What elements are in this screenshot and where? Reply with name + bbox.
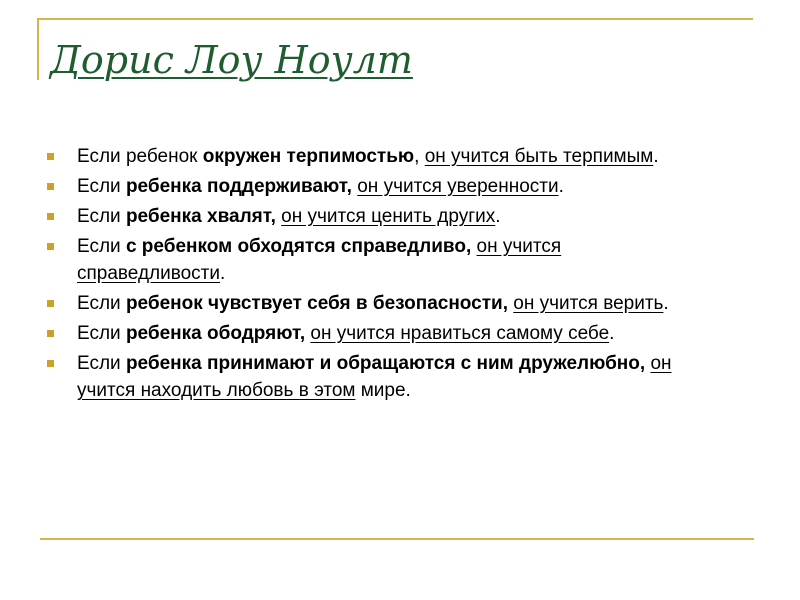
list-item [45, 173, 695, 200]
item-condition: ребенка хвалят, [125, 206, 276, 227]
left-divider-line [37, 18, 39, 80]
list-item [45, 203, 695, 230]
item-result: он учится уверенности [357, 176, 559, 197]
item-prefix: Если ребенок [77, 146, 203, 167]
item-result: он учится верить [513, 293, 664, 314]
item-suffix: . [663, 293, 669, 314]
item-suffix: . [495, 206, 501, 227]
square-bullet-icon [47, 330, 54, 337]
item-result: он учится находить любовь в этом [77, 353, 672, 401]
item-prefix: Если [77, 353, 126, 374]
item-suffix: . [558, 176, 564, 197]
list-item [45, 233, 695, 287]
top-divider-line [37, 18, 753, 20]
item-result: он учится справедливости [77, 236, 562, 284]
item-prefix: Если [77, 236, 126, 257]
bullet-list [45, 143, 695, 407]
list-item [45, 350, 695, 404]
item-suffix: . [609, 323, 615, 344]
item-condition: с ребенком обходятся справедливо, [125, 236, 472, 257]
item-separator: , [414, 146, 425, 167]
list-item [45, 290, 695, 317]
item-condition: ребенка поддерживают, [125, 176, 352, 197]
list-item [45, 143, 695, 170]
item-prefix: Если [77, 206, 126, 227]
square-bullet-icon [47, 243, 54, 250]
item-condition: окружен терпимостью [202, 146, 415, 167]
item-suffix: . [220, 263, 226, 284]
bottom-divider-line [40, 538, 754, 540]
square-bullet-icon [47, 183, 54, 190]
square-bullet-icon [47, 300, 54, 307]
list-item [45, 320, 695, 347]
item-suffix: мире. [355, 380, 411, 401]
item-suffix: . [653, 146, 659, 167]
item-condition: ребенка принимают и обращаются с ним дружелюбно, [125, 353, 646, 374]
square-bullet-icon [47, 213, 54, 220]
item-prefix: Если [77, 293, 126, 314]
square-bullet-icon [47, 360, 54, 367]
square-bullet-icon [47, 153, 54, 160]
item-result: он учится нравиться самому себе [310, 323, 610, 344]
item-condition: ребенок чувствует себя в безопасности, [125, 293, 508, 314]
item-result: он учится быть терпимым [424, 146, 654, 167]
item-prefix: Если [77, 323, 126, 344]
item-condition: ребенка ободряют, [125, 323, 306, 344]
item-prefix: Если [77, 176, 126, 197]
slide-title: Дорис Лоу Ноулт [50, 38, 413, 82]
item-result: он учится ценить других [281, 206, 496, 227]
